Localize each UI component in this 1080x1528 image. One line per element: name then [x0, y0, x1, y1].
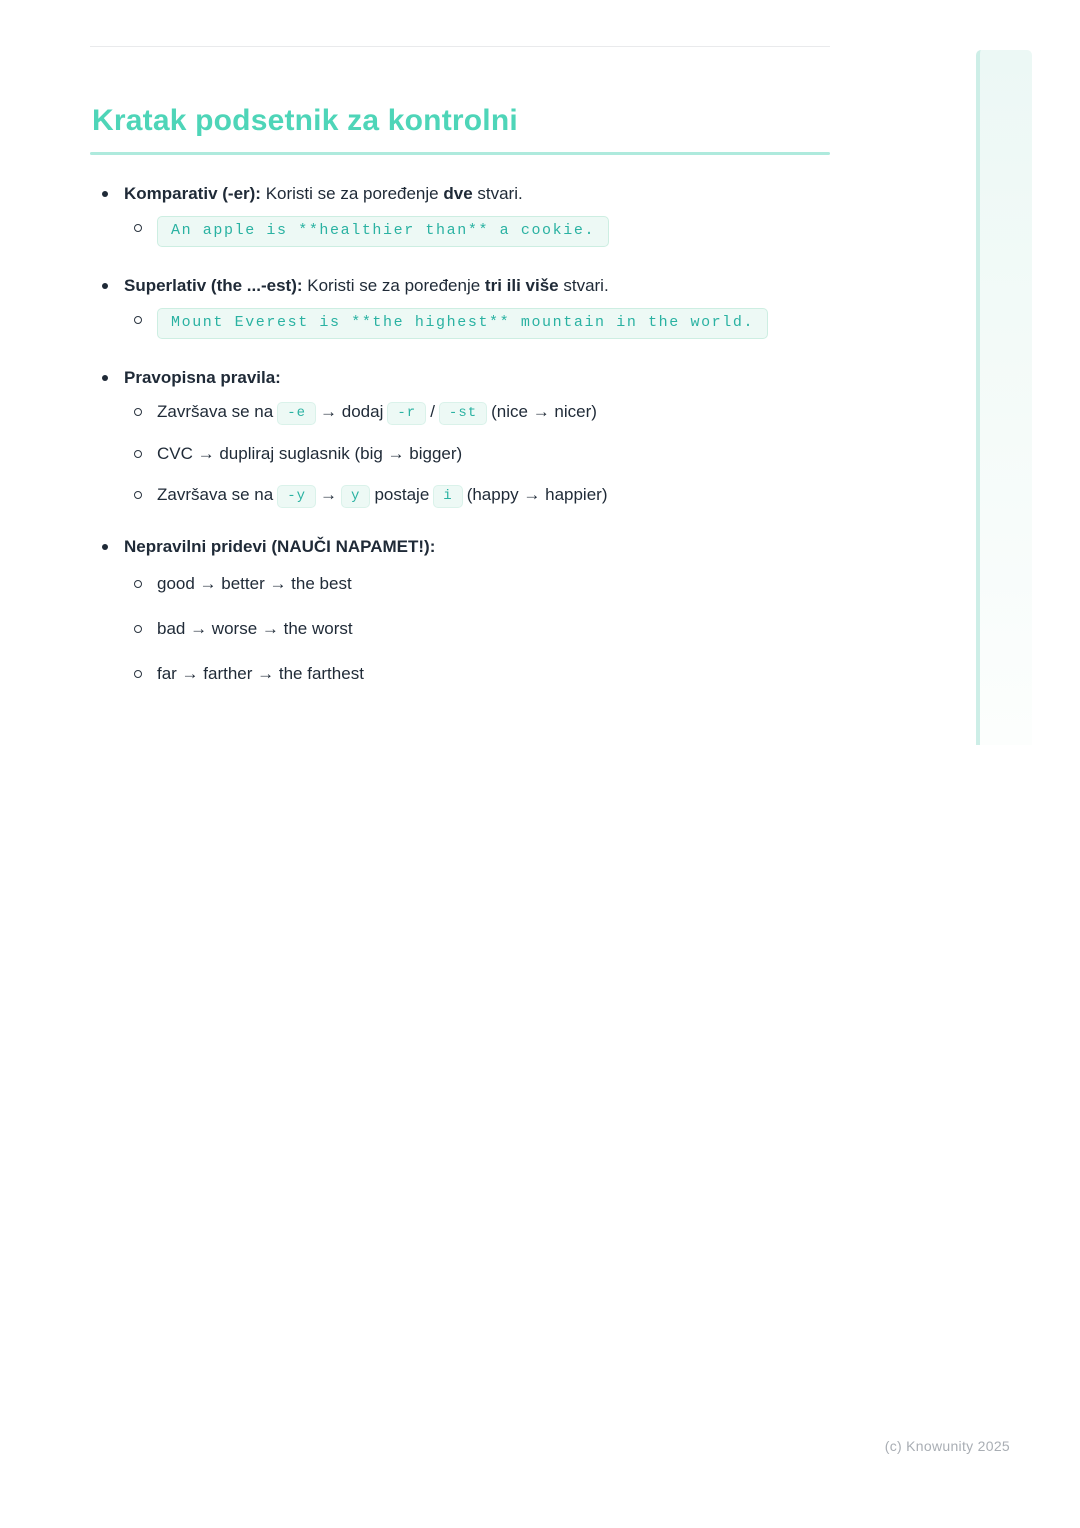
pravila-heading: Pravopisna pravila:	[124, 368, 281, 387]
rule3-text3: postaje	[374, 485, 430, 504]
rule2-text: CVC → dupliraj suglasnik (big → bigger)	[157, 444, 463, 463]
nepravilni-bullet	[90, 535, 830, 559]
superlativ-bullet	[90, 274, 830, 298]
nepravilni-item-good	[90, 572, 830, 596]
superlativ-mid: Koristi se za poređenje	[302, 276, 485, 295]
irregular-good: good → better → the best	[157, 574, 352, 593]
section-superlativ	[90, 274, 830, 339]
rule1-text2: → dodaj	[320, 402, 384, 421]
rule3-chip-y: y	[341, 485, 370, 508]
rule3-text1: Završava se na	[157, 485, 274, 504]
top-divider	[90, 46, 830, 47]
superlativ-example-row	[90, 308, 830, 339]
irregular-far: far → farther → the farthest	[157, 664, 364, 683]
page-title: Kratak podsetnik za kontrolni	[92, 104, 518, 137]
rule1-text1: Završava se na	[157, 402, 274, 421]
komparativ-term: Komparativ (-er):	[124, 184, 261, 203]
section-komparativ	[90, 182, 830, 247]
komparativ-emph: dve	[443, 184, 473, 203]
document-page	[90, 46, 830, 686]
pravila-rule2	[90, 442, 830, 466]
rule3-chip-y-suffix: -y	[277, 485, 316, 508]
superlativ-term: Superlativ (the ...-est):	[124, 276, 303, 295]
section-nepravilni	[90, 535, 830, 686]
rule1-chip-e: -e	[277, 402, 316, 425]
superlativ-example-code: Mount Everest is **the highest** mountain in the world.	[157, 308, 768, 339]
komparativ-mid: Koristi se za poređenje	[260, 184, 444, 203]
nepravilni-item-far	[90, 662, 830, 686]
rule1-text4: (nice → nicer)	[491, 402, 597, 421]
komparativ-example-code: An apple is **healthier than** a cookie.	[157, 216, 609, 247]
rule1-text3: /	[430, 402, 435, 421]
pravila-rule1	[90, 400, 830, 425]
pravila-rule3	[90, 483, 830, 508]
title-underline	[90, 152, 830, 155]
rule1-chip-r: -r	[387, 402, 426, 425]
superlativ-tail: stvari.	[558, 276, 609, 295]
decorative-side-band	[976, 50, 1032, 745]
nepravilni-heading: Nepravilni pridevi (NAUČI NAPAMET!):	[124, 537, 436, 556]
pravila-bullet	[90, 366, 830, 390]
irregular-bad: bad → worse → the worst	[157, 619, 353, 638]
superlativ-emph: tri ili više	[484, 276, 559, 295]
komparativ-tail: stvari.	[472, 184, 523, 203]
komparativ-bullet	[90, 182, 830, 206]
rule3-text4: (happy → happier)	[466, 485, 608, 504]
section-pravila	[90, 366, 830, 508]
komparativ-example-row	[90, 216, 830, 247]
nepravilni-item-bad	[90, 617, 830, 641]
rule3-text2: →	[320, 485, 338, 504]
rule3-chip-i: i	[433, 485, 462, 508]
copyright-footer: (c) Knowunity 2025	[884, 1438, 1010, 1454]
rule1-chip-st: -st	[439, 402, 487, 425]
